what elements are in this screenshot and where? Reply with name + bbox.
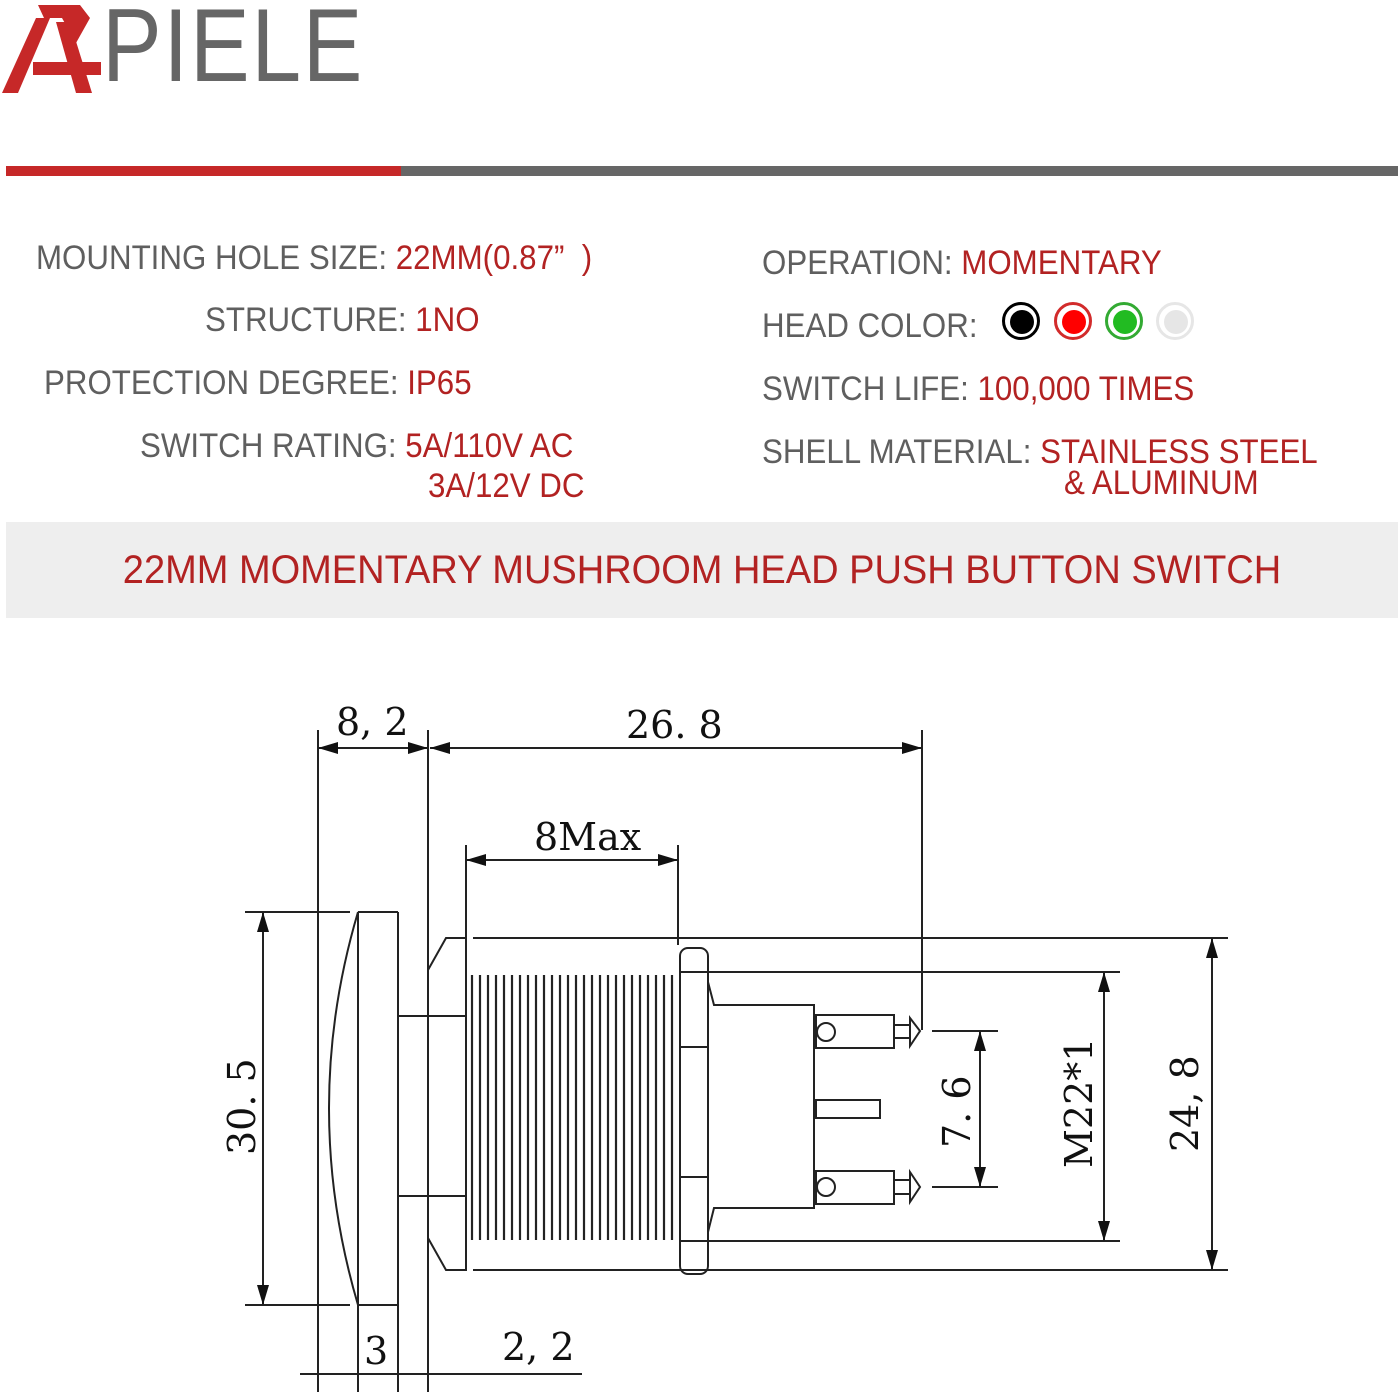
spec-switch-life [762,369,1194,409]
title-banner [6,522,1398,618]
color-swatch-red [1054,302,1092,340]
spec-operation [762,243,1162,283]
spec-value: 100,000 TIMES [977,370,1195,408]
spec-label: OPERATION: [762,244,953,282]
thread-pattern [472,975,672,1240]
brand-name: PIELE [102,0,365,104]
color-swatch-black [1002,302,1040,340]
divider [401,166,1398,176]
spec-mounting-hole [36,238,592,278]
dim-terminal-pitch: 7. 6 [935,1075,979,1148]
spec-label: SWITCH LIFE: [762,370,969,408]
spec-protection [44,363,472,403]
spec-label: PROTECTION DEGREE: [44,364,399,402]
dim-head-depth: 8, 2 [336,700,409,744]
spec-label: HEAD COLOR: [762,307,978,345]
spec-value: IP65 [407,364,472,402]
product-title: 22MM MOMENTARY MUSHROOM HEAD PUSH BUTTON SWITCH [122,548,1282,592]
dim-thread-spec: M22*1 [1057,1037,1101,1168]
dim-nut-width: 24, 8 [1163,1055,1207,1152]
dim-thread-length: 8Max [534,815,642,859]
spec-label: MOUNTING HOLE SIZE: [36,239,388,277]
spec-switch-rating-dc [428,466,584,506]
spec-value: 3A/12V DC [428,467,585,505]
spec-label: STRUCTURE: [205,301,407,339]
spec-switch-rating [140,426,573,466]
spec-value: 5A/110V AC [405,427,574,465]
color-swatch-white [1156,302,1194,340]
dimension-drawing [0,640,1398,1398]
dim-head-diameter: 30. 5 [220,1058,264,1155]
spec-value: 22MM(0.87” ) [395,239,593,277]
dim-bezel: 2, 2 [502,1325,575,1369]
spec-head-color [762,306,978,346]
brand-logo [0,0,365,104]
spec-label: SHELL MATERIAL: [762,433,1032,471]
dim-flange: 3 [364,1329,389,1373]
spec-value: STAINLESS STEEL [1040,433,1318,471]
spec-value: MOMENTARY [961,244,1162,282]
spec-structure [205,300,480,340]
logo-mark-icon [0,0,104,96]
spec-label: SWITCH RATING: [140,427,397,465]
dim-overall-length: 26. 8 [626,703,723,747]
spec-value: 1NO [415,301,480,339]
color-swatch-green [1105,302,1143,340]
divider-accent [6,166,401,176]
spec-shell-material-2 [1064,463,1259,503]
spec-value: & ALUMINUM [1064,464,1259,502]
